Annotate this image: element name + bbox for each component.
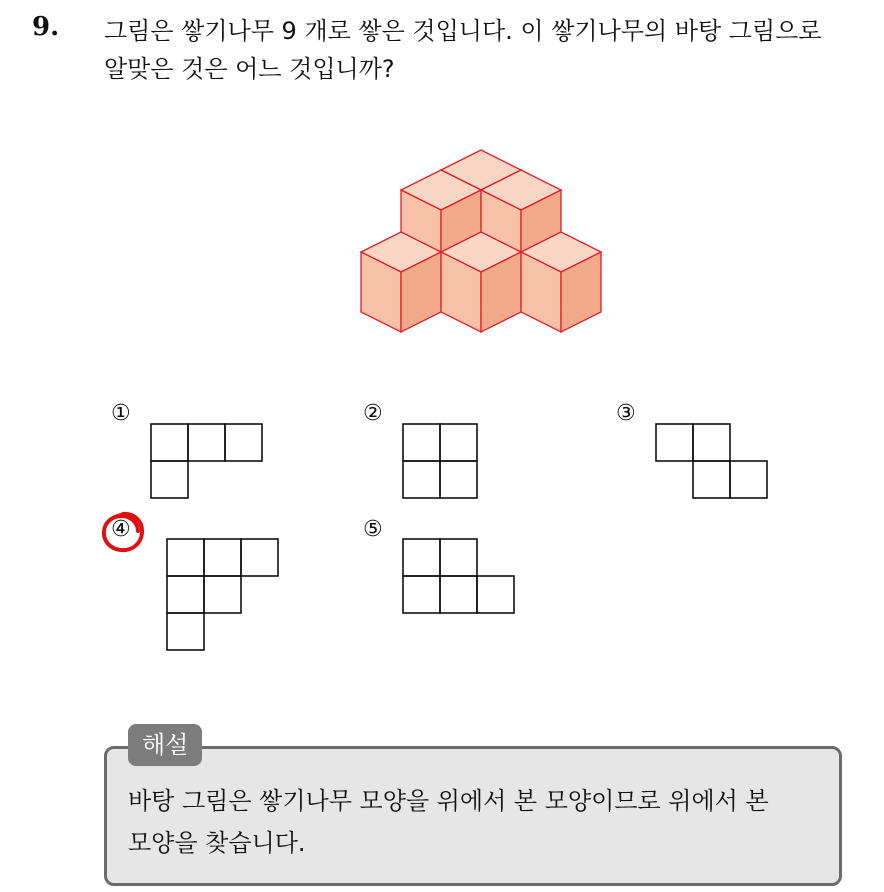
choice-4-grid — [167, 539, 278, 650]
answer-mark-icon — [100, 510, 146, 554]
choice-3-label[interactable]: ③ — [616, 401, 636, 426]
cube-front-right — [521, 232, 601, 332]
solution-line-1: 바탕 그림은 쌓기나무 모양을 위에서 본 모양이므로 위에서 본 — [128, 787, 769, 815]
question-line-1: 그림은 쌓기나무 9 개로 쌓은 것입니다. 이 쌓기나무의 바탕 그림으로 — [104, 17, 822, 45]
choice-1-grid — [151, 424, 262, 498]
cube-front-center — [441, 232, 521, 332]
choice-2-grid — [403, 424, 477, 498]
question-line-2: 알맞은 것은 어느 것입니까? — [104, 55, 395, 83]
choice-5-grid — [403, 539, 514, 613]
question-number: 9. — [32, 12, 60, 42]
choice-1-label[interactable]: ① — [111, 401, 131, 426]
choice-2-label[interactable]: ② — [363, 401, 383, 426]
solution-tag: 해설 — [128, 724, 202, 766]
cube-front-left — [361, 232, 441, 332]
solution-text — [128, 780, 828, 864]
choice-5-label[interactable]: ⑤ — [363, 517, 383, 542]
solution-line-2: 모양을 찾습니다. — [128, 829, 306, 857]
choice-4-label[interactable]: ④ — [111, 517, 131, 542]
choice-3-grid — [656, 424, 767, 498]
